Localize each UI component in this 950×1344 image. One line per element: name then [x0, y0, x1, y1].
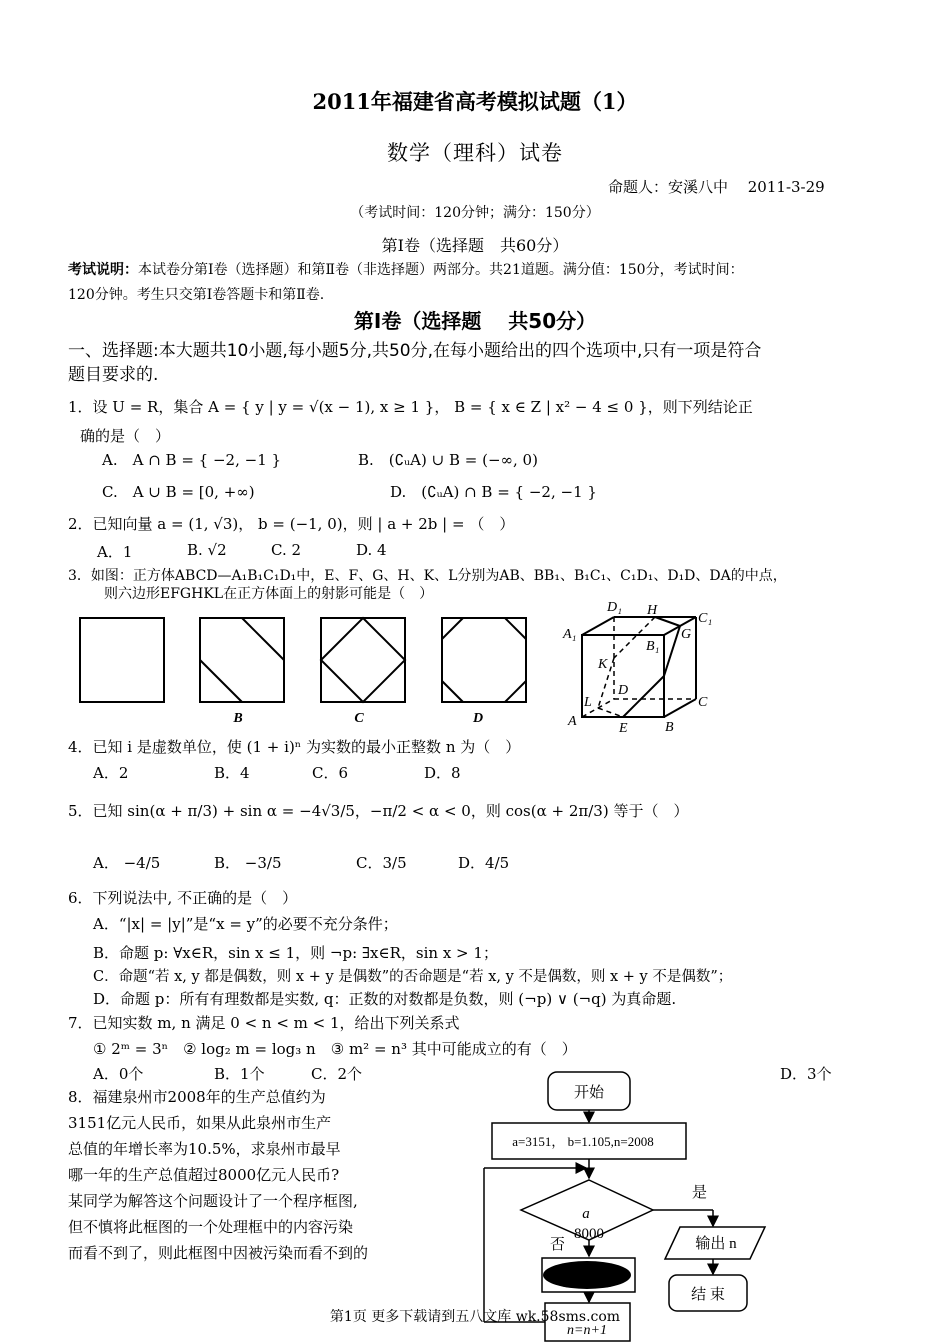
q3-label-d: D	[472, 711, 484, 726]
q6-option-b[interactable]: B．命题 p: ∀x∈R，sin x ≤ 1，则 ¬p: ∃x∈R，sin x > 1；	[93, 944, 498, 962]
page-subtitle: 数学（理科）试卷	[387, 141, 563, 165]
exam-note-line2: 120分钟。考生只交第Ⅰ卷答题卡和第Ⅱ卷.	[68, 287, 325, 303]
page-title: 2011年福建省高考模拟试题（1）	[312, 89, 638, 114]
q8-line: 而看不到了，则此框图中因被污染而看不到的	[68, 1244, 369, 1262]
cube-label-e: E	[619, 721, 628, 736]
q7-relations: ① 2ᵐ = 3ⁿ ② log₂ m = log₃ n ③ m² = n³ 其中可能成立的有（ ）	[93, 1040, 577, 1058]
cube-label-b1: B₁	[646, 639, 660, 654]
q3-stem: 3．如图：正方体ABCD—A₁B₁C₁D₁中，E、F、G、H、K、L分别为AB、BB₁、B₁C₁、C₁D₁、D₁D、DA的中点，	[68, 568, 787, 584]
flow-yes-label: 是	[692, 1185, 708, 1201]
q6-stem: 6．下列说法中, 不正确的是（ ）	[68, 889, 298, 907]
q5-option-a[interactable]: A． −4/5	[93, 854, 161, 872]
q3-label-c: C	[354, 711, 364, 726]
q2-option-a[interactable]: A．1	[97, 543, 133, 561]
flow-cond-a: a	[582, 1206, 590, 1222]
cube-label-c1: C₁	[698, 611, 713, 626]
cube-label-a1: A₁	[563, 627, 577, 642]
q5-option-d[interactable]: D．4/5	[458, 854, 510, 872]
flow-init-label: a=3151， b=1.105,n=2008	[512, 1134, 654, 1149]
flow-output-label: 输出 n	[695, 1236, 737, 1252]
q8-line: 3151亿元人民币，如果从此泉州市生产	[68, 1114, 332, 1132]
q2-option-c[interactable]: C. 2	[271, 541, 302, 559]
flow-start-label: 开始	[573, 1085, 605, 1101]
q5-option-b[interactable]: B． −3/5	[214, 854, 282, 872]
flow-end-label: 结 束	[691, 1287, 725, 1303]
q7-option-d[interactable]: D．3个	[780, 1065, 832, 1083]
exam-note-line1: 本试卷分第Ⅰ卷（选择题）和第Ⅱ卷（非选择题）两部分。共21道题。满分值：150分，考试时间：	[138, 262, 744, 278]
q3-label-b: B	[233, 711, 243, 726]
author-line: 命题人：安溪八中 2011-3-29	[608, 178, 825, 196]
q6-option-d[interactable]: D．命题 p：所有有理数都是实数, q：正数的对数都是负数，则 (¬p) ∨ (¬q) 为真命题.	[93, 990, 677, 1008]
flow-no-label: 否	[550, 1237, 566, 1253]
q1-option-c[interactable]: C. A ∪ B = [0, +∞)	[102, 483, 255, 501]
q7-option-b[interactable]: B．1个	[214, 1065, 265, 1083]
q4-option-c[interactable]: C．6	[312, 764, 349, 782]
q8-line: 总值的年增长率为10.5%，求泉州市最早	[68, 1140, 341, 1158]
q7-stem: 7．已知实数 m, n 满足 0 < n < m < 1，给出下列关系式	[68, 1014, 460, 1032]
q7-option-c[interactable]: C．2个	[311, 1065, 363, 1083]
cube-label-d: D	[618, 683, 629, 698]
flow-stain	[543, 1261, 631, 1289]
part1-heading: 第Ⅰ卷（选择题 共50分）	[353, 309, 597, 333]
cube-label-h: H	[647, 603, 658, 618]
cube-label-l: L	[584, 695, 592, 710]
q8-line: 哪一年的生产总值超过8000亿元人民币?	[68, 1166, 340, 1184]
q1-option-a[interactable]: A. A ∩ B = { −2, −1 }	[102, 451, 282, 469]
q5-option-c[interactable]: C．3/5	[356, 854, 407, 872]
q6-option-a[interactable]: A．“|x| = |y|”是“x = y”的必要不充分条件；	[93, 915, 398, 933]
q1-stem: 1．设 U = R，集合 A = { y | y = √(x − 1), x ≥ 1 }， B = { x ∈ Z | x² − 4 ≤ 0 }，则下列结论正	[68, 398, 753, 416]
cube-label-c: C	[698, 695, 708, 710]
q4-stem: 4．已知 i 是虚数单位，使 (1 + i)ⁿ 为实数的最小正整数 n 为（ ）	[68, 738, 521, 756]
flow-update-label: n=n+1	[567, 1323, 607, 1338]
section-intro-line1: 一、选择题:本大题共10小题,每小题5分,共50分,在每小题给出的四个选项中,只有一项是符合	[68, 341, 762, 361]
q4-option-a[interactable]: A．2	[93, 764, 129, 782]
q8-line: 但不慎将此框图的一个处理框中的内容污染	[68, 1218, 354, 1236]
q4-option-b[interactable]: B．4	[214, 764, 250, 782]
section-intro-line2: 题目要求的.	[68, 365, 159, 385]
q3-stem-cont: 则六边形EFGHKL在正方体面上的射影可能是（ ）	[104, 586, 434, 602]
time-info: （考试时间：120分钟；满分：150分）	[350, 205, 600, 221]
cube-label-d1: D₁	[607, 600, 622, 615]
q6-option-c[interactable]: C．命题“若 x, y 都是偶数，则 x + y 是偶数”的否命题是“若 x, y 不是偶数，则 x + y 不是偶数”；	[93, 969, 733, 985]
part1-heading-small: 第Ⅰ卷（选择题 共60分）	[381, 236, 569, 255]
q7-option-a[interactable]: A．0个	[93, 1065, 144, 1083]
exam-note-label: 考试说明：	[68, 262, 138, 278]
q2-option-d[interactable]: D. 4	[356, 541, 387, 559]
flow-cond-b: 8000	[574, 1226, 604, 1242]
q2-stem: 2．已知向量 a = (1, √3)， b = (−1, 0)，则 | a + 2b | = （ ）	[68, 515, 515, 533]
q1-option-d[interactable]: D. (∁ᵤA) ∩ B = { −2, −1 }	[390, 483, 597, 501]
page-footer: 第1页 更多下载请到五八文库 wk.58sms.com	[329, 1309, 621, 1325]
cube-label-b: B	[665, 720, 674, 735]
q4-option-d[interactable]: D．8	[424, 764, 461, 782]
cube-label-k: K	[598, 657, 608, 672]
cube-label-a: A	[568, 714, 577, 729]
q1-option-b[interactable]: B. (∁ᵤA) ∪ B = (−∞, 0)	[358, 451, 538, 469]
q8-line: 8．福建泉州市2008年的生产总值约为	[68, 1088, 326, 1106]
q5-stem: 5．已知 sin(α + π/3) + sin α = −4√3/5，−π/2 < α < 0，则 cos(α + 2π/3) 等于（ ）	[68, 802, 689, 820]
q8-line: 某同学为解答这个问题设计了一个程序框图,	[68, 1192, 358, 1210]
q1-stem-cont: 确的是（ ）	[80, 427, 171, 445]
cube-label-g: G	[681, 627, 692, 642]
q2-option-b[interactable]: B. √2	[187, 541, 227, 559]
